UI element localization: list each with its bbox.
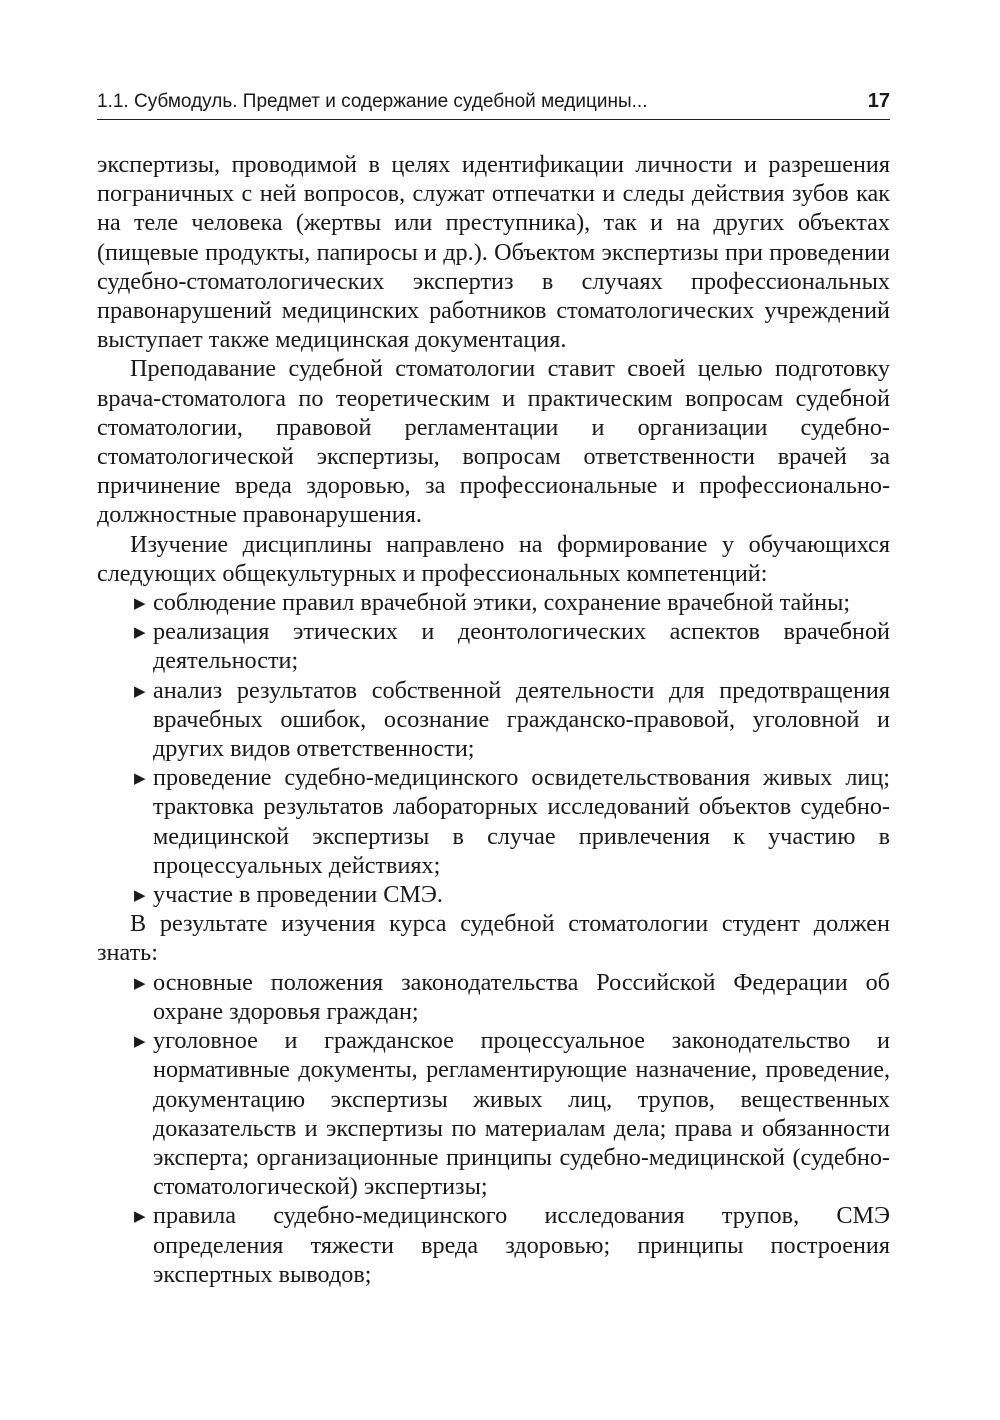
bullet-arrow-icon: ▶ <box>134 1034 146 1051</box>
list-item-text: проведение судебно-медицинского освидетельствования живых лиц; трактовка результатов лабораторных исследований объектов судебно-медицинской экспертизы в случае привлечения к участию в процессуальных действиях; <box>153 764 890 879</box>
list-item-text: участие в проведении СМЭ. <box>153 881 443 909</box>
list-item-text: основные положения законодательства Российской Федерации об охране здоровья граждан; <box>153 968 890 1025</box>
running-header <box>97 90 890 120</box>
running-title: 1.1. Субмодуль. Предмет и содержание судебной медицины... <box>97 91 648 112</box>
bullet-arrow-icon: ▶ <box>134 1209 146 1226</box>
paragraph: Преподавание судебной стоматологии ставит своей целью подготовку врача-стоматолога по теоретическим и практическим вопросам судебной стоматологии, правовой регламентации и организации судебно-стоматологической экспертизы, вопросам ответственности врачей за причинение вреда здоровью, за профессиональные и профессионально-должностные правонарушения. <box>97 355 890 529</box>
list-item-text: правила судебно-медицинского исследования трупов, СМЭ определения тяжести вреда здоровью; принципы построения экспертных выводов; <box>153 1202 890 1288</box>
list-item <box>134 763 890 880</box>
list-item <box>134 880 890 909</box>
paragraph: В результате изучения курса судебной стоматологии студент должен знать: <box>97 910 890 967</box>
paragraph: экспертизы, проводимой в целях идентификации личности и разрешения пограничных с ней вопросов, служат отпечатки и следы действия зубов как на теле человека (жертвы или преступника), так и на других объектах (пищевые продукты, папиросы и др.). Объектом экспертизы при проведении судебно-стоматологических экспертиз в случаях профессиональных правонарушений медицинских работников стоматологических учреждений выступает также медицинская документация. <box>97 151 890 354</box>
list-item <box>134 968 890 1026</box>
list-item-text: соблюдение правил врачебной этики, сохранение врачебной тайны; <box>153 589 851 617</box>
list-item-text: реализация этических и деонтологических аспектов врачебной деятельности; <box>153 618 890 675</box>
bullet-arrow-icon: ▶ <box>134 975 146 992</box>
page-body <box>97 150 890 1289</box>
page-number: 17 <box>867 90 890 112</box>
list-item <box>134 588 890 617</box>
competencies-list <box>97 588 890 909</box>
list-item-text: уголовное и гражданское процессуальное законодательство и нормативные документы, регламентирующие назначение, проведение, документацию экспертизы живых лиц, трупов, вещественных доказательств и экспертизы по материалам дела; права и обязанности эксперта; организационные принципы судебно-медицинской (судебно-стоматологической) экспертизы; <box>153 1027 890 1201</box>
bullet-arrow-icon: ▶ <box>134 771 146 788</box>
bullet-arrow-icon: ▶ <box>134 888 146 905</box>
list-item <box>134 676 890 764</box>
list-item <box>134 1026 890 1201</box>
list-item <box>134 1201 890 1289</box>
bullet-arrow-icon: ▶ <box>134 596 146 613</box>
list-item-text: анализ результатов собственной деятельности для предотвращения врачебных ошибок, осознание гражданско-правовой, уголовной и других видов ответственности; <box>153 676 890 763</box>
paragraph: Изучение дисциплины направлено на формирование у обучающихся следующих общекультурных и профессиональных компетенций: <box>97 530 890 587</box>
bullet-arrow-icon: ▶ <box>134 683 146 700</box>
bullet-arrow-icon: ▶ <box>134 625 146 642</box>
knowledge-list <box>97 968 890 1289</box>
list-item <box>134 617 890 675</box>
